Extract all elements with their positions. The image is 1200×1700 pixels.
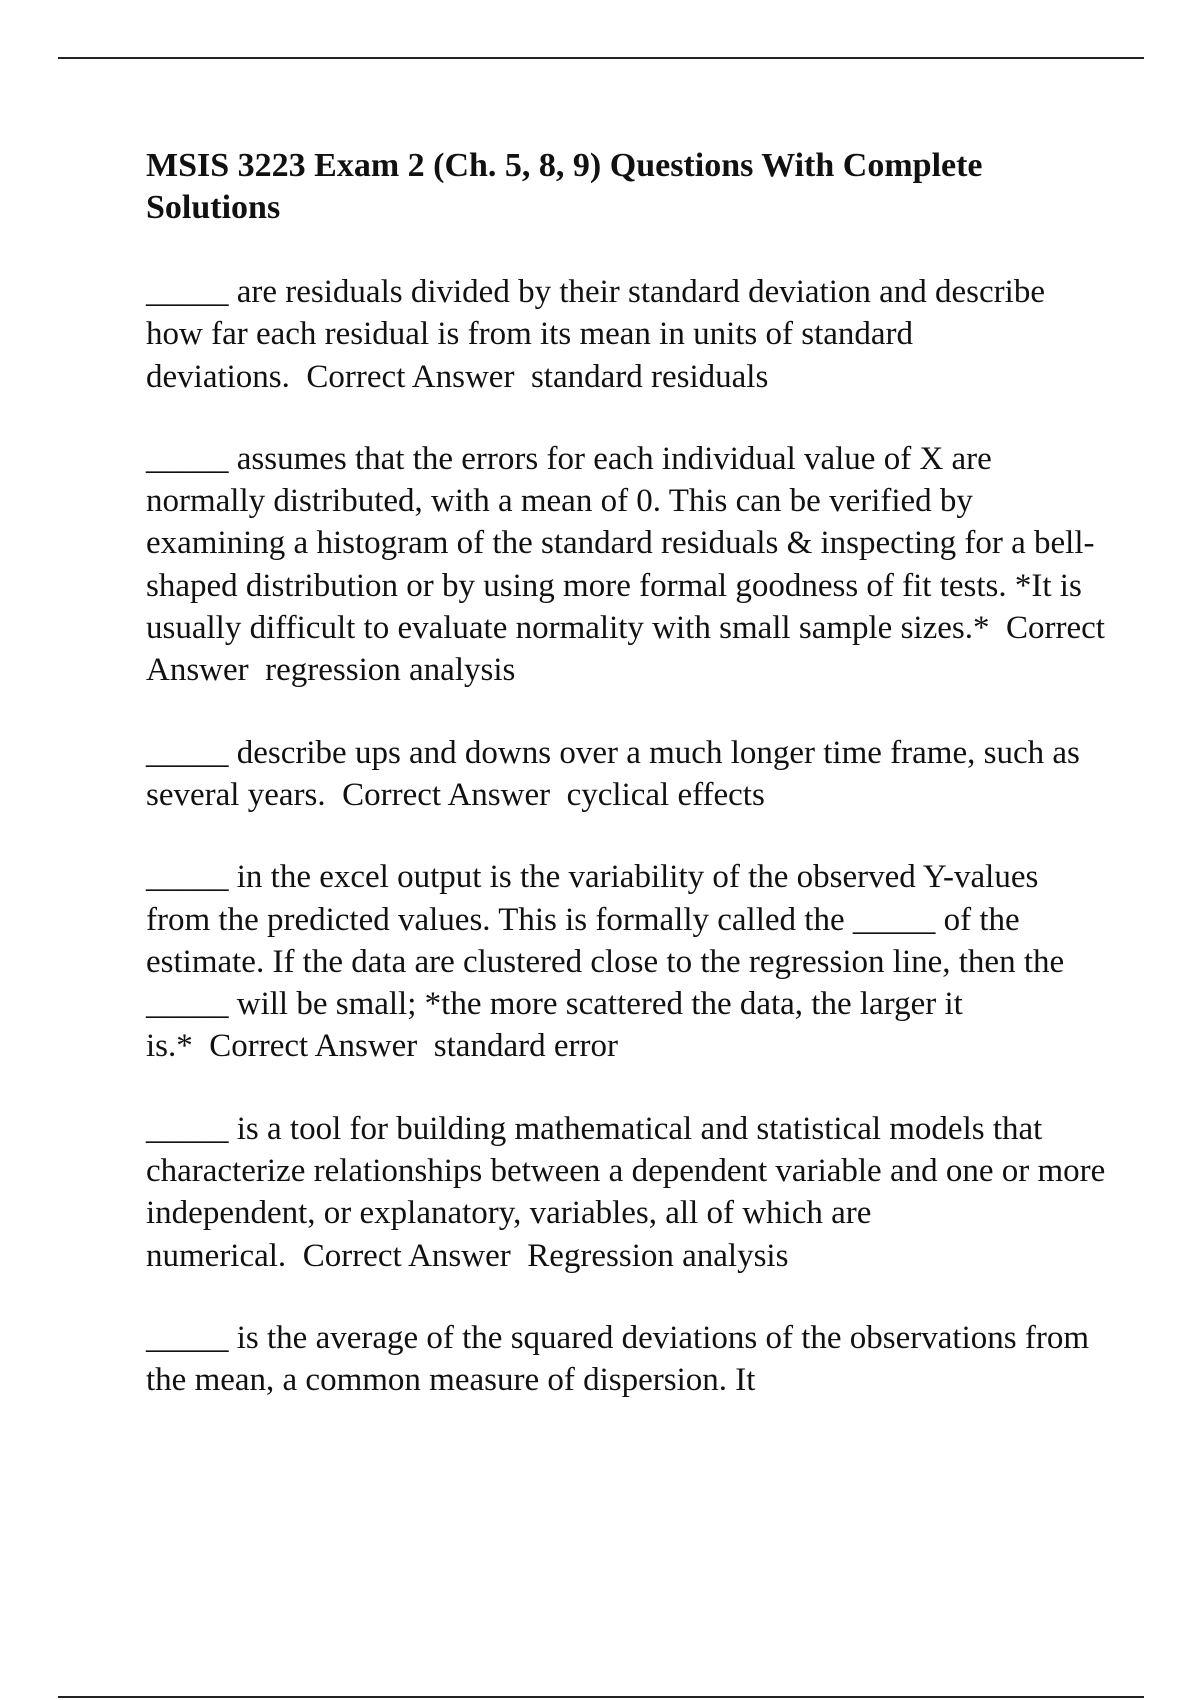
answer-label-gap xyxy=(193,1028,210,1064)
answer-label-gap xyxy=(290,359,307,395)
question-text: _____ describe ups and downs over a much longer time frame, such as several years. xyxy=(146,734,1089,813)
answer-text: regression analysis xyxy=(265,652,516,689)
answer-label: Correct Answer xyxy=(306,358,515,395)
qa-item-1 xyxy=(146,271,1106,398)
answer-gap xyxy=(417,1028,434,1064)
answer-text: standard residuals xyxy=(530,358,769,395)
question-text: _____ is the average of the squared deviations of the observations from the mean, a common measure of dispersion. It xyxy=(146,1319,1098,1399)
question-text: _____ assumes that the errors for each individual value of X are normally distributed, with a mean of 0. This can be verified by examining a histogram of the standard residuals & inspecting for a bell-shaped distribution or by using more formal goodness of fit tests. *It is usually difficult to evaluate normality with small sample sizes.* xyxy=(146,440,1095,647)
qa-item-5 xyxy=(146,1108,1114,1277)
question-text: _____ in the excel output is the variability of the observed Y-values from the predicted values. This is formally called the _____ of the estimate. If the data are clustered close to the regression line, then the _____ will be small; *the more scattered the data, the larger it is.* xyxy=(146,859,1073,1065)
answer-label: Correct Answer xyxy=(146,610,1112,689)
qa-item-4 xyxy=(146,856,1106,1067)
page-content xyxy=(146,145,1114,1402)
answer-gap xyxy=(550,777,567,813)
question-text: _____ are residuals divided by their standard deviation and describe how far each residual is from its mean in units of standard deviations. xyxy=(146,274,1054,395)
answer-label-gap xyxy=(989,610,1006,646)
answer-text: Regression analysis xyxy=(527,1237,789,1274)
bottom-divider xyxy=(58,1696,1144,1698)
answer-gap xyxy=(511,1238,528,1274)
qa-item-2 xyxy=(146,438,1112,692)
answer-gap xyxy=(514,359,531,395)
question-text: _____ is a tool for building mathematical and statistical models that characterize relationships between a dependent variable and one or more independent, or explanatory, variables, all of which are numerical. xyxy=(146,1110,1114,1274)
answer-label-gap xyxy=(326,777,343,813)
qa-item-6 xyxy=(146,1317,1106,1402)
answer-label-gap xyxy=(286,1238,303,1274)
qa-item-3 xyxy=(146,732,1106,817)
answer-label: Correct Answer xyxy=(209,1028,418,1065)
answer-label: Correct Answer xyxy=(302,1237,511,1274)
answer-label: Correct Answer xyxy=(342,776,551,813)
answer-text: cyclical effects xyxy=(566,776,765,813)
answer-gap xyxy=(249,652,266,688)
answer-text: standard error xyxy=(433,1028,618,1065)
document-title: MSIS 3223 Exam 2 (Ch. 5, 8, 9) Questions With Complete Solutions xyxy=(146,147,983,226)
top-divider xyxy=(58,57,1144,59)
